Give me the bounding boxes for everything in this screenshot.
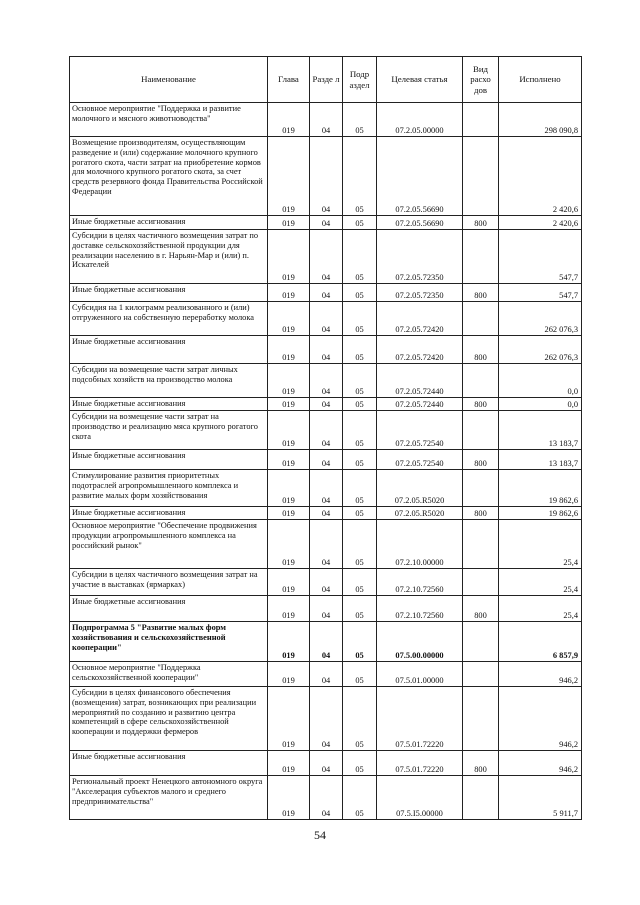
cell-glava: 019 [268, 569, 310, 596]
cell-vid [463, 622, 499, 662]
cell-glava: 019 [268, 687, 310, 751]
cell-vid [463, 103, 499, 137]
cell-ispolneno: 946,2 [499, 751, 582, 776]
cell-razdel: 04 [310, 662, 343, 687]
cell-glava: 019 [268, 507, 310, 520]
cell-razdel: 04 [310, 336, 343, 364]
table-row [70, 411, 582, 450]
cell-statya: 07.2.05.72350 [377, 230, 463, 284]
table-body [70, 103, 582, 820]
cell-ispolneno: 13 183,7 [499, 450, 582, 470]
cell-statya: 07.2.05.56690 [377, 137, 463, 216]
cell-name: Возмещение производителям, осуществляющим разведение и (или) содержание молочного крупного рогатого скота, части затрат на приобретение кормов для молочного крупного рогатого скота, за счет средств резервного фонда Правительства Российской Федерации [70, 137, 268, 216]
cell-glava: 019 [268, 662, 310, 687]
table-row [70, 284, 582, 302]
cell-statya: 07.2.05.56690 [377, 216, 463, 230]
cell-vid: 800 [463, 284, 499, 302]
cell-vid [463, 520, 499, 569]
cell-name: Субсидии в целях частичного возмещения затрат по доставке сельскохозяйственной продукции для реализации населению в г. Нарьян-Мар и (или) п. Искателей [70, 230, 268, 284]
cell-podrazdel: 05 [343, 687, 377, 751]
cell-podrazdel: 05 [343, 284, 377, 302]
table-row [70, 470, 582, 507]
cell-vid [463, 411, 499, 450]
cell-ispolneno: 13 183,7 [499, 411, 582, 450]
table-row [70, 751, 582, 776]
cell-podrazdel: 05 [343, 622, 377, 662]
cell-glava: 019 [268, 103, 310, 137]
cell-razdel: 04 [310, 216, 343, 230]
header-podrazdel: Подр аздел [343, 57, 377, 103]
cell-podrazdel: 05 [343, 216, 377, 230]
cell-glava: 019 [268, 398, 310, 411]
cell-razdel: 04 [310, 622, 343, 662]
cell-ispolneno: 547,7 [499, 230, 582, 284]
cell-name: Иные бюджетные ассигнования [70, 450, 268, 470]
cell-ispolneno: 25,4 [499, 596, 582, 622]
table-row [70, 364, 582, 398]
cell-razdel: 04 [310, 398, 343, 411]
cell-glava: 019 [268, 450, 310, 470]
cell-statya: 07.2.05.72420 [377, 336, 463, 364]
cell-podrazdel: 05 [343, 302, 377, 336]
cell-podrazdel: 05 [343, 364, 377, 398]
cell-razdel: 04 [310, 137, 343, 216]
cell-vid [463, 569, 499, 596]
cell-ispolneno: 19 862,6 [499, 470, 582, 507]
cell-statya: 07.2.05.72540 [377, 411, 463, 450]
cell-razdel: 04 [310, 230, 343, 284]
cell-glava: 019 [268, 230, 310, 284]
cell-podrazdel: 05 [343, 137, 377, 216]
cell-statya: 07.2.10.72560 [377, 569, 463, 596]
cell-podrazdel: 05 [343, 662, 377, 687]
cell-name: Основное мероприятие "Обеспечение продвижения продукции агропромышленного комплекса на российский рынок" [70, 520, 268, 569]
cell-name: Стимулирование развития приоритетных подотраслей агропромышленного комплекса и развитие малых форм хозяйствования [70, 470, 268, 507]
cell-statya: 07.5.01.00000 [377, 662, 463, 687]
cell-name: Иные бюджетные ассигнования [70, 507, 268, 520]
table-row [70, 687, 582, 751]
cell-glava: 019 [268, 411, 310, 450]
cell-vid: 800 [463, 398, 499, 411]
cell-podrazdel: 05 [343, 520, 377, 569]
cell-statya: 07.2.05.72440 [377, 364, 463, 398]
cell-statya: 07.5.01.72220 [377, 687, 463, 751]
cell-name: Основное мероприятие "Поддержка и развитие молочного и мясного животноводства" [70, 103, 268, 137]
cell-statya: 07.2.05.R5020 [377, 470, 463, 507]
table-row [70, 776, 582, 820]
cell-razdel: 04 [310, 569, 343, 596]
cell-ispolneno: 2 420,6 [499, 137, 582, 216]
cell-podrazdel: 05 [343, 398, 377, 411]
cell-razdel: 04 [310, 411, 343, 450]
cell-razdel: 04 [310, 596, 343, 622]
cell-vid: 800 [463, 507, 499, 520]
cell-podrazdel: 05 [343, 751, 377, 776]
header-row [70, 57, 582, 103]
table-row [70, 336, 582, 364]
cell-vid: 800 [463, 336, 499, 364]
cell-ispolneno: 262 076,3 [499, 302, 582, 336]
cell-podrazdel: 05 [343, 230, 377, 284]
cell-statya: 07.2.05.72440 [377, 398, 463, 411]
cell-glava: 019 [268, 470, 310, 507]
cell-razdel: 04 [310, 450, 343, 470]
cell-razdel: 04 [310, 687, 343, 751]
cell-vid [463, 302, 499, 336]
cell-ispolneno: 262 076,3 [499, 336, 582, 364]
cell-ispolneno: 946,2 [499, 662, 582, 687]
header-razdel: Разде л [310, 57, 343, 103]
page-number: 54 [314, 828, 326, 842]
cell-podrazdel: 05 [343, 569, 377, 596]
cell-glava: 019 [268, 776, 310, 820]
cell-razdel: 04 [310, 751, 343, 776]
cell-name: Иные бюджетные ассигнования [70, 398, 268, 411]
cell-name: Иные бюджетные ассигнования [70, 751, 268, 776]
cell-name: Субсидия на 1 килограмм реализованного и (или) отгруженного на собственную переработку молока [70, 302, 268, 336]
cell-ispolneno: 0,0 [499, 364, 582, 398]
table-row [70, 662, 582, 687]
cell-glava: 019 [268, 520, 310, 569]
cell-vid: 800 [463, 216, 499, 230]
cell-glava: 019 [268, 596, 310, 622]
cell-glava: 019 [268, 751, 310, 776]
table-row [70, 230, 582, 284]
cell-razdel: 04 [310, 302, 343, 336]
cell-statya: 07.2.10.72560 [377, 596, 463, 622]
budget-execution-table [69, 56, 582, 820]
cell-statya: 07.5.01.72220 [377, 751, 463, 776]
cell-name: Подпрограмма 5 "Развитие малых форм хозяйствования и сельскохозяйственной кооперации" [70, 622, 268, 662]
cell-ispolneno: 2 420,6 [499, 216, 582, 230]
cell-vid [463, 230, 499, 284]
cell-vid [463, 364, 499, 398]
cell-ispolneno: 946,2 [499, 687, 582, 751]
table-row [70, 622, 582, 662]
cell-statya: 07.5.00.00000 [377, 622, 463, 662]
cell-podrazdel: 05 [343, 507, 377, 520]
table-row [70, 450, 582, 470]
cell-podrazdel: 05 [343, 596, 377, 622]
cell-ispolneno: 19 862,6 [499, 507, 582, 520]
cell-razdel: 04 [310, 103, 343, 137]
table-row [70, 596, 582, 622]
cell-podrazdel: 05 [343, 336, 377, 364]
table-row [70, 569, 582, 596]
cell-glava: 019 [268, 284, 310, 302]
cell-ispolneno: 5 911,7 [499, 776, 582, 820]
cell-vid [463, 470, 499, 507]
cell-ispolneno: 25,4 [499, 569, 582, 596]
cell-statya: 07.2.05.R5020 [377, 507, 463, 520]
cell-podrazdel: 05 [343, 103, 377, 137]
cell-vid: 800 [463, 751, 499, 776]
cell-razdel: 04 [310, 507, 343, 520]
cell-razdel: 04 [310, 520, 343, 569]
cell-statya: 07.2.05.72350 [377, 284, 463, 302]
cell-podrazdel: 05 [343, 470, 377, 507]
cell-vid [463, 662, 499, 687]
cell-name: Основное мероприятие "Поддержка сельскохозяйственной кооперации" [70, 662, 268, 687]
cell-glava: 019 [268, 302, 310, 336]
cell-ispolneno: 6 857,9 [499, 622, 582, 662]
cell-ispolneno: 547,7 [499, 284, 582, 302]
cell-name: Региональный проект Ненецкого автономного округа "Акселерация субъектов малого и среднего предпринимательства" [70, 776, 268, 820]
cell-razdel: 04 [310, 364, 343, 398]
table-row [70, 398, 582, 411]
table-row [70, 103, 582, 137]
cell-glava: 019 [268, 137, 310, 216]
cell-name: Субсидии на возмещение части затрат личных подсобных хозяйств на производство молока [70, 364, 268, 398]
cell-vid: 800 [463, 596, 499, 622]
cell-name: Субсидии в целях финансового обеспечения (возмещения) затрат, возникающих при реализации мероприятий по созданию и развитию центра компетенций в сфере сельскохозяйственной кооперации и поддержки фермеров [70, 687, 268, 751]
cell-ispolneno: 298 090,8 [499, 103, 582, 137]
cell-vid [463, 776, 499, 820]
table-header [70, 57, 582, 103]
table-row [70, 520, 582, 569]
cell-statya: 07.5.I5.00000 [377, 776, 463, 820]
header-glava: Глава [268, 57, 310, 103]
cell-name: Субсидии в целях частичного возмещения затрат на участие в выставках (ярмарках) [70, 569, 268, 596]
cell-name: Иные бюджетные ассигнования [70, 284, 268, 302]
table-row [70, 507, 582, 520]
cell-podrazdel: 05 [343, 776, 377, 820]
cell-razdel: 04 [310, 284, 343, 302]
cell-razdel: 04 [310, 776, 343, 820]
cell-statya: 07.2.05.00000 [377, 103, 463, 137]
cell-vid [463, 687, 499, 751]
cell-name: Иные бюджетные ассигнования [70, 216, 268, 230]
header-name: Наименование [70, 57, 268, 103]
cell-glava: 019 [268, 336, 310, 364]
cell-ispolneno: 25,4 [499, 520, 582, 569]
cell-statya: 07.2.05.72540 [377, 450, 463, 470]
table-row [70, 302, 582, 336]
table-row [70, 137, 582, 216]
cell-glava: 019 [268, 622, 310, 662]
header-ispolneno: Исполнено [499, 57, 582, 103]
cell-statya: 07.2.10.00000 [377, 520, 463, 569]
cell-vid: 800 [463, 450, 499, 470]
table-row [70, 216, 582, 230]
cell-statya: 07.2.05.72420 [377, 302, 463, 336]
cell-podrazdel: 05 [343, 450, 377, 470]
cell-podrazdel: 05 [343, 411, 377, 450]
cell-name: Иные бюджетные ассигнования [70, 596, 268, 622]
cell-ispolneno: 0,0 [499, 398, 582, 411]
cell-glava: 019 [268, 364, 310, 398]
header-vid: Вид расхо дов [463, 57, 499, 103]
cell-name: Субсидии на возмещение части затрат на производство и реализацию мяса крупного рогатого скота [70, 411, 268, 450]
cell-name: Иные бюджетные ассигнования [70, 336, 268, 364]
cell-vid [463, 137, 499, 216]
header-statya: Целевая статья [377, 57, 463, 103]
cell-razdel: 04 [310, 470, 343, 507]
cell-glava: 019 [268, 216, 310, 230]
